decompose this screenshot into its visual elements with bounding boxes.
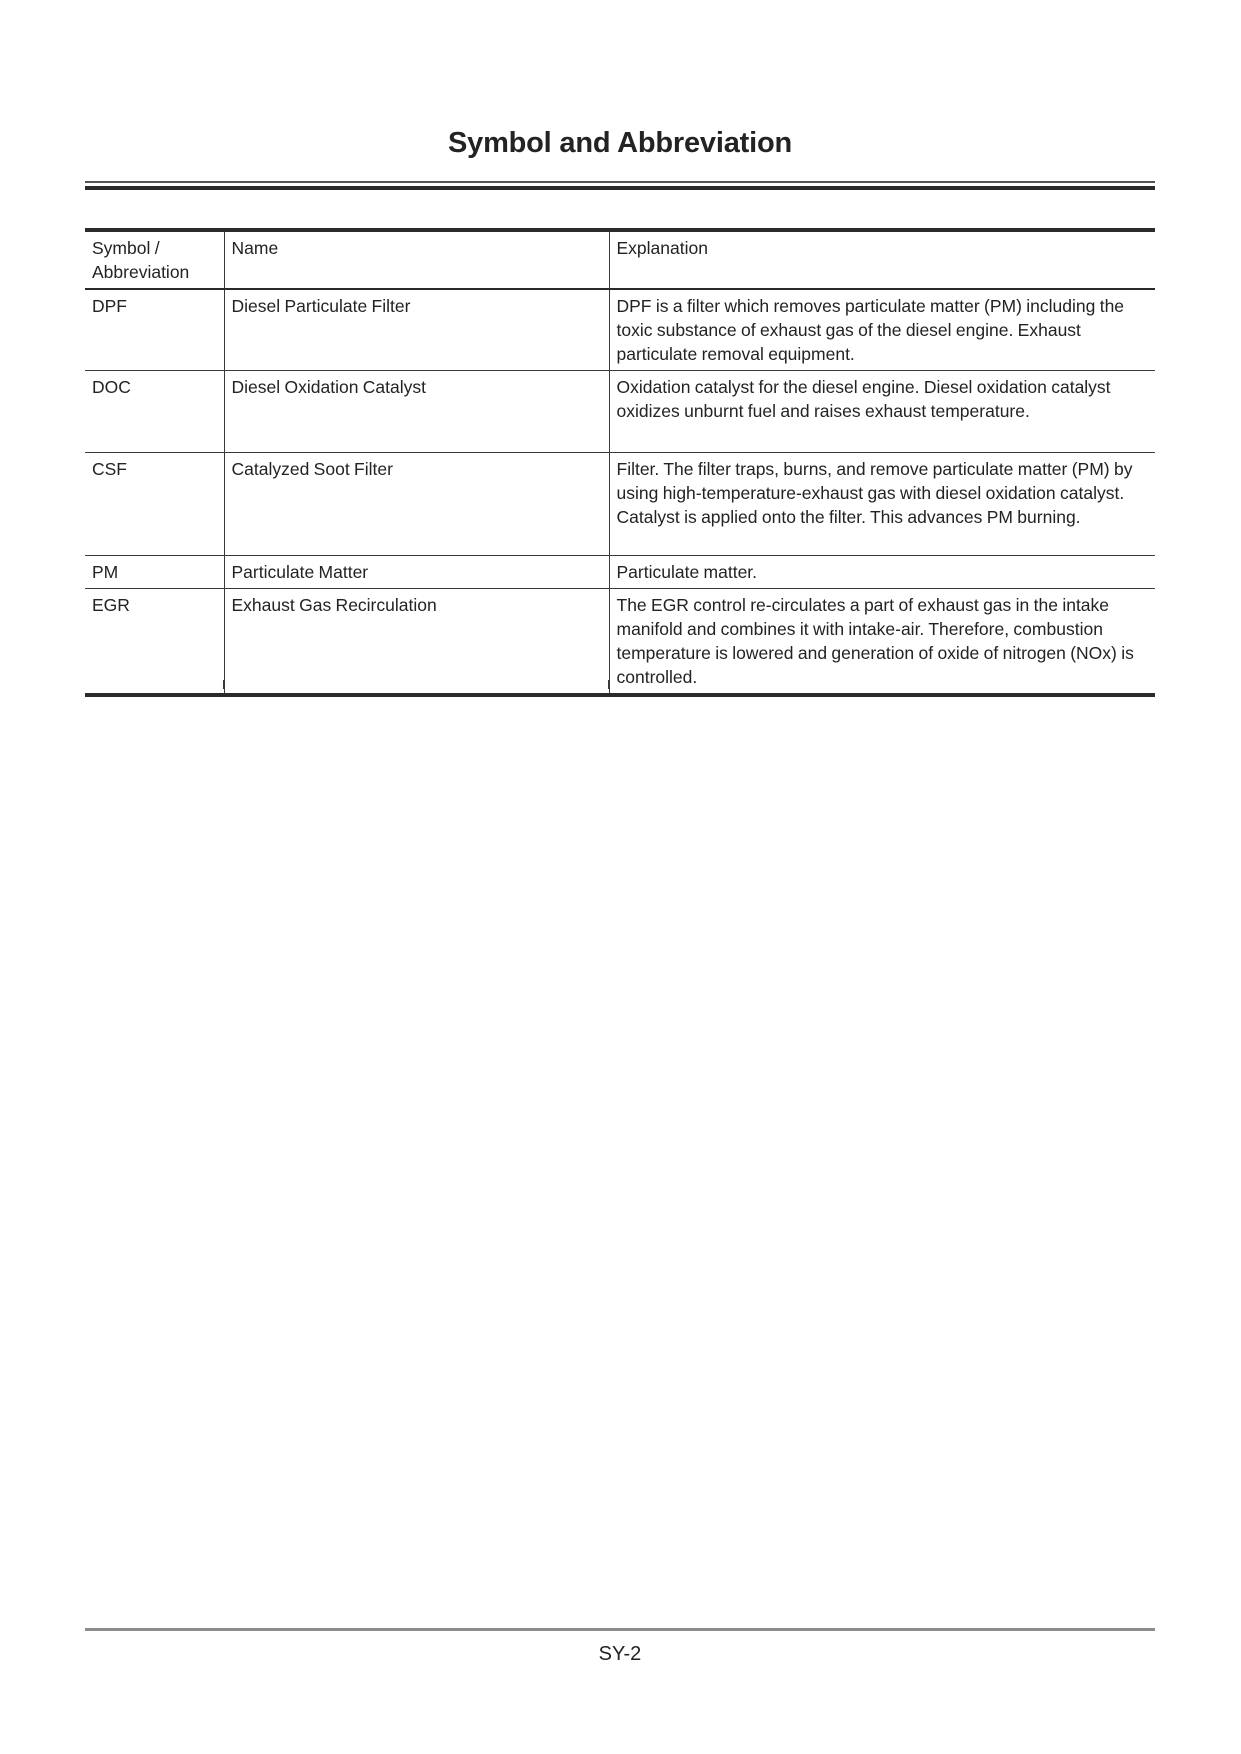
page-number: SY-2: [598, 1643, 642, 1665]
table-header-row: [85, 230, 1155, 289]
page-title: Symbol and Abbreviation: [448, 127, 792, 159]
name-cell: Exhaust Gas Recirculation: [224, 589, 609, 696]
column-header-symbol: Symbol / Abbreviation: [85, 230, 224, 289]
column-header-explanation: Explanation: [609, 230, 1155, 289]
explanation-cell: Oxidation catalyst for the diesel engine. Diesel oxidation catalyst oxidizes unburnt fuel and raises exhaust temperature.: [609, 371, 1155, 453]
table-row: [85, 453, 1155, 556]
symbol-cell: DOC: [85, 371, 224, 453]
name-cell: Diesel Particulate Filter: [224, 289, 609, 371]
table-row: [85, 371, 1155, 453]
footer-divider: [85, 1628, 1155, 1631]
column-divider-tail: [608, 680, 610, 689]
symbol-cell: EGR: [85, 589, 224, 696]
explanation-cell: Particulate matter.: [609, 556, 1155, 589]
column-divider-tail: [223, 680, 225, 689]
symbol-cell: DPF: [92, 296, 127, 316]
symbol-cell: PM: [85, 556, 224, 589]
explanation-cell: DPF is a filter which removes particulate matter (PM) including the toxic substance of exhaust gas of the diesel engine. Exhaust particulate removal equipment.: [609, 289, 1155, 371]
table-row: [85, 289, 1155, 371]
column-header-name: Name: [224, 230, 609, 289]
table-row: [85, 556, 1155, 589]
explanation-cell: Filter. The filter traps, burns, and remove particulate matter (PM) by using high-temperature-exhaust gas with diesel oxidation catalyst. Catalyst is applied onto the filter. This advances PM burning.: [609, 453, 1155, 556]
name-cell: Catalyzed Soot Filter: [224, 453, 609, 556]
abbreviation-table: [85, 228, 1155, 697]
name-cell: Particulate Matter: [224, 556, 609, 589]
table-row: [85, 589, 1155, 696]
symbol-cell: CSF: [85, 453, 224, 556]
name-cell: Diesel Oxidation Catalyst: [224, 371, 609, 453]
title-divider: [85, 181, 1155, 190]
explanation-cell: The EGR control re-circulates a part of exhaust gas in the intake manifold and combines it with intake-air. Therefore, combustion temperature is lowered and generation of oxide of nitrogen (NOx) is controlled.: [609, 589, 1155, 696]
